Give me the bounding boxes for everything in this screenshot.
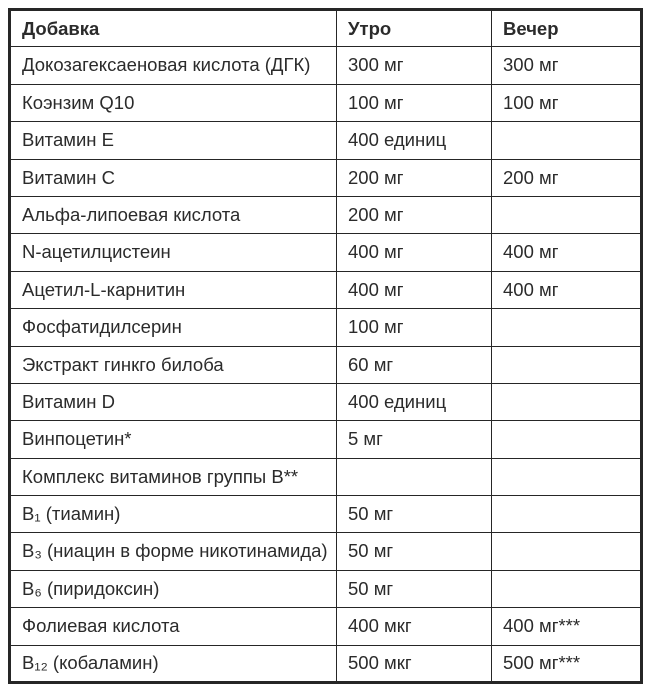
supplement-name-cell: B₃ (ниацин в форме никотинамида) [10, 533, 337, 570]
supplement-name-cell: Ацетил-L-карнитин [10, 271, 337, 308]
supplement-name-cell: Фолиевая кислота [10, 608, 337, 645]
evening-dose-cell [492, 346, 642, 383]
morning-dose-cell: 500 мкг [337, 645, 492, 682]
table-row [10, 271, 642, 308]
evening-dose-cell: 500 мг*** [492, 645, 642, 682]
evening-dose-cell: 400 мг [492, 271, 642, 308]
table-row [10, 608, 642, 645]
evening-dose-cell [492, 496, 642, 533]
evening-dose-cell [492, 533, 642, 570]
supplement-name-cell: B₆ (пиридоксин) [10, 570, 337, 607]
supplement-name-cell: N-ацетилцистеин [10, 234, 337, 271]
evening-dose-cell [492, 570, 642, 607]
table-row [10, 47, 642, 84]
morning-dose-cell: 50 мг [337, 533, 492, 570]
morning-dose-cell [337, 458, 492, 495]
evening-dose-cell: 400 мг*** [492, 608, 642, 645]
table-row [10, 570, 642, 607]
evening-dose-cell: 100 мг [492, 84, 642, 121]
evening-dose-cell [492, 458, 642, 495]
morning-dose-cell: 5 мг [337, 421, 492, 458]
table-row [10, 309, 642, 346]
supplement-name-cell: B₁₂ (кобаламин) [10, 645, 337, 682]
evening-dose-cell [492, 196, 642, 233]
column-header-morning: Утро [337, 10, 492, 47]
morning-dose-cell: 400 мг [337, 271, 492, 308]
morning-dose-cell: 100 мг [337, 84, 492, 121]
evening-dose-cell [492, 309, 642, 346]
morning-dose-cell: 300 мг [337, 47, 492, 84]
supplement-name-cell: Комплекс витаминов группы B** [10, 458, 337, 495]
table-row [10, 234, 642, 271]
table-body [10, 47, 642, 683]
morning-dose-cell: 200 мг [337, 196, 492, 233]
table-header [10, 10, 642, 47]
evening-dose-cell: 300 мг [492, 47, 642, 84]
morning-dose-cell: 400 единиц [337, 122, 492, 159]
table-row [10, 383, 642, 420]
table-row [10, 458, 642, 495]
table-row [10, 84, 642, 121]
supplement-name-cell: Витамин D [10, 383, 337, 420]
column-header-supplement: Добавка [10, 10, 337, 47]
morning-dose-cell: 50 мг [337, 570, 492, 607]
table-row [10, 645, 642, 682]
morning-dose-cell: 60 мг [337, 346, 492, 383]
evening-dose-cell: 200 мг [492, 159, 642, 196]
supplement-dosage-table [8, 8, 643, 684]
evening-dose-cell [492, 421, 642, 458]
supplement-name-cell: Докозагексаеновая кислота (ДГК) [10, 47, 337, 84]
evening-dose-cell [492, 122, 642, 159]
table-row [10, 496, 642, 533]
morning-dose-cell: 100 мг [337, 309, 492, 346]
supplement-name-cell: Коэнзим Q10 [10, 84, 337, 121]
morning-dose-cell: 400 единиц [337, 383, 492, 420]
supplement-name-cell: Экстракт гинкго билоба [10, 346, 337, 383]
morning-dose-cell: 400 мкг [337, 608, 492, 645]
supplement-name-cell: Витамин E [10, 122, 337, 159]
evening-dose-cell [492, 383, 642, 420]
column-header-evening: Вечер [492, 10, 642, 47]
table-row [10, 122, 642, 159]
table-row [10, 346, 642, 383]
table-row [10, 533, 642, 570]
supplement-name-cell: Витамин C [10, 159, 337, 196]
morning-dose-cell: 400 мг [337, 234, 492, 271]
table-row [10, 196, 642, 233]
morning-dose-cell: 50 мг [337, 496, 492, 533]
table-row [10, 159, 642, 196]
supplement-name-cell: Винпоцетин* [10, 421, 337, 458]
supplement-name-cell: Фосфатидилсерин [10, 309, 337, 346]
table-row [10, 421, 642, 458]
supplement-name-cell: B₁ (тиамин) [10, 496, 337, 533]
supplement-name-cell: Альфа-липоевая кислота [10, 196, 337, 233]
morning-dose-cell: 200 мг [337, 159, 492, 196]
evening-dose-cell: 400 мг [492, 234, 642, 271]
header-row [10, 10, 642, 47]
